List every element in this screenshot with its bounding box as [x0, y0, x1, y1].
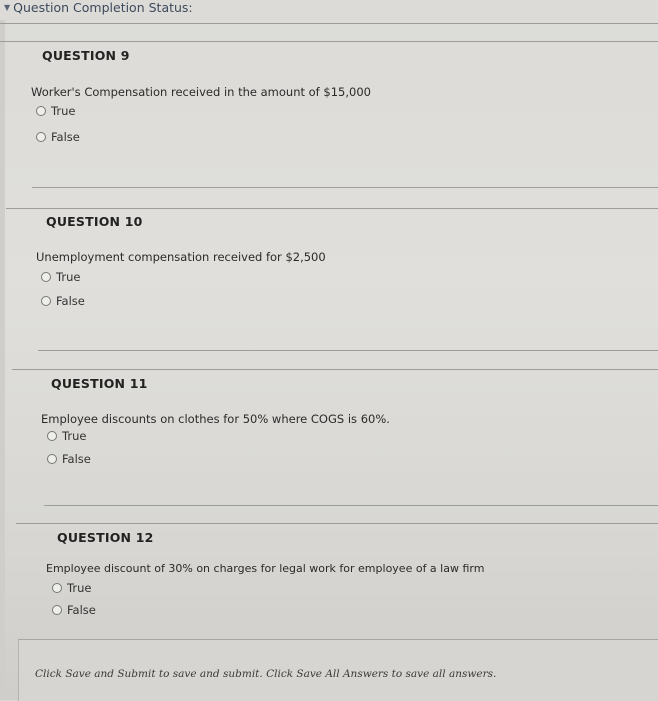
option-false[interactable]: [52, 603, 96, 617]
chevron-down-icon[interactable]: ▼: [4, 3, 11, 12]
option-true[interactable]: [41, 270, 80, 284]
option-true[interactable]: [47, 429, 86, 443]
radio-button[interactable]: [47, 454, 57, 464]
question-title: QUESTION 10: [46, 214, 143, 229]
option-label: True: [56, 270, 81, 284]
question-text: Unemployment compensation received for $2,500: [36, 250, 326, 264]
option-true[interactable]: [52, 581, 91, 595]
divider: [12, 369, 658, 370]
radio-button[interactable]: [41, 296, 51, 306]
option-label: False: [51, 130, 80, 144]
option-label: True: [62, 429, 87, 443]
radio-button[interactable]: [52, 605, 62, 615]
question-text: Employee discounts on clothes for 50% where COGS is 60%.: [41, 412, 390, 426]
question-text: Employee discount of 30% on charges for legal work for employee of a law firm: [46, 562, 485, 575]
radio-button[interactable]: [41, 272, 51, 282]
divider: [6, 208, 658, 209]
question-title: QUESTION 12: [57, 530, 154, 545]
question-title: QUESTION 11: [51, 376, 148, 391]
divider: [38, 350, 658, 351]
submit-instructions-text: Click Save and Submit to save and submit. Click Save All Answers to save all answers.: [35, 668, 497, 680]
option-false[interactable]: [41, 294, 85, 308]
radio-button[interactable]: [52, 583, 62, 593]
option-false[interactable]: [36, 130, 80, 144]
divider: [16, 523, 658, 524]
radio-button[interactable]: [36, 132, 46, 142]
left-border: [0, 20, 5, 700]
question-title: QUESTION 9: [42, 48, 130, 63]
question-completion-status[interactable]: [4, 0, 193, 15]
option-label: True: [67, 581, 92, 595]
status-label: Question Completion Status:: [13, 0, 193, 15]
radio-button[interactable]: [47, 431, 57, 441]
divider: [44, 505, 658, 506]
divider: [32, 187, 658, 188]
option-label: False: [67, 603, 96, 617]
question-text: Worker's Compensation received in the amount of $15,000: [31, 85, 371, 99]
option-label: True: [51, 104, 76, 118]
divider: [0, 23, 658, 24]
option-false[interactable]: [47, 452, 91, 466]
option-label: False: [62, 452, 91, 466]
submit-instructions-box: [18, 639, 658, 701]
divider: [0, 41, 658, 42]
radio-button[interactable]: [36, 106, 46, 116]
option-true[interactable]: [36, 104, 75, 118]
option-label: False: [56, 294, 85, 308]
